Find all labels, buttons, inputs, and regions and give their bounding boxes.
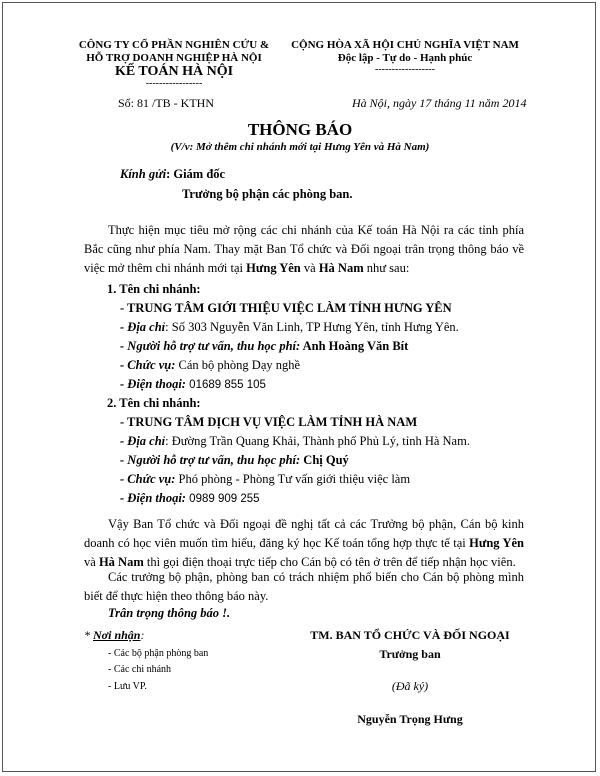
branch-1-phone-value: 01689 855 105 [185,379,266,391]
branch-1-contact-label: - Người hỗ trợ tư vấn, thu học phí: [120,339,301,353]
branch-1-phone [120,377,266,392]
recipients-prefix: * [84,628,93,642]
greeting-recipient-1: : Giám đốc [166,167,226,181]
company-line-2: HỖ TRỢ DOANH NGHIỆP HÀ NỘI [86,52,262,64]
branch-1-address [120,320,459,335]
intro-ha-nam: Hà Nam [318,261,364,275]
closing-text-2: thì gọi điện thoại trực tiếp cho Cán bộ có tên ở trên để tiếp nhận học viên. [143,555,516,569]
branch-2-contact-value: Chị Quý [300,453,349,467]
document-number: Số: 81 /TB - KTHN [118,96,214,110]
recipients-heading: * Nơi nhận: [84,628,145,642]
branch-2-heading: 2. Tên chi nhánh: [107,396,201,410]
closing-ha-nam: Hà Nam [98,555,144,569]
document-title: THÔNG BÁO [247,120,353,139]
recipient-item: - Lưu VP. [108,681,147,692]
branch-2-name: - TRUNG TÂM DỊCH VỤ VIỆC LÀM TỈNH HÀ NAM [120,415,418,429]
recipient-item: - Các bộ phận phòng ban [108,648,209,659]
signature-organization: TM. BAN TỔ CHỨC VÀ ĐỐI NGOẠI [310,628,510,642]
branch-2-position-value: Phó phòng - Phòng Tư vấn giới thiệu việc làm [175,472,411,486]
branch-2-contact [120,453,349,468]
intro-text-1: Thực hiện mục tiêu mở rộng các chi nhánh của Kế toán Hà Nội ra các tỉnh phía Bắc cũng như phía Nam. Thay mặt Ban Tổ chức và Đối ngoại trân trọng thông báo về việc mở thêm chi nhánh mới tại [84,223,524,275]
intro-hung-yen: Hưng Yên [246,261,301,275]
branch-1-heading: 1. Tên chi nhánh: [107,282,201,296]
recipients-label: Nơi nhận [93,628,141,642]
branch-1-phone-label: - Điện thoại: [120,377,186,391]
national-motto: Độc lập - Tự do - Hạnh phúc [337,52,473,64]
intro-paragraph [84,221,524,278]
closing-paragraph-2: Các trưởng bộ phận, phòng ban có trách nhiệm phổ biến cho Cán bộ phòng mình biết để thực hiện theo thông báo này. [84,570,524,603]
greeting-label: Kính gửi [120,167,167,181]
signature-role: Trưởng ban [379,647,441,661]
regards-line: Trân trọng thông báo !. [108,606,231,620]
branch-2-address [120,434,470,449]
branch-2-position [120,472,410,487]
recipient-item: - Các chi nhánh [108,664,172,675]
country-name: CỘNG HÒA XÃ HỘI CHỦ NGHĨA VIỆT NAM [291,39,519,51]
branch-2-contact-label: - Người hỗ trợ tư vấn, thu học phí: [120,453,301,467]
intro-text-2: như sau: [363,261,410,275]
branch-2-phone-value: 0989 909 255 [185,493,260,505]
branch-1-contact-value: Anh Hoàng Văn Bít [300,339,409,353]
closing-text-1: Vậy Ban Tổ chức và Đối ngoại đề nghị tất cả các Trưởng bộ phận, Cán bộ kinh doanh có học viên muốn tìm hiểu, đăng ký học Kế toán tổng hợp thực tế tại [84,517,524,550]
branch-2-address-value: : Đường Trần Quang Khải, Thành phố Phủ Lý, tỉnh Hà Nam. [165,434,470,448]
greeting-line [120,167,225,182]
branch-1-position-value: Cán bộ phòng Dạy nghề [175,358,301,372]
branch-1-position [120,358,300,373]
signature-status: (Đã ký) [391,679,429,693]
closing-paragraph-1 [84,515,524,572]
branch-2-position-label: - Chức vụ: [120,472,176,486]
branch-2-address-label: - Địa chỉ [120,434,166,448]
branch-2-phone [120,491,260,506]
left-header-divider: ----------------- [145,78,203,89]
branch-2-phone-label: - Điện thoại: [120,491,186,505]
branch-1-position-label: - Chức vụ: [120,358,176,372]
document-subject: (V/v: Mở thêm chi nhánh mới tại Hưng Yên và Hà Nam) [170,141,430,153]
branch-1-name: - TRUNG TÂM GIỚI THIỆU VIỆC LÀM TỈNH HƯNG YÊN [120,301,452,315]
branch-1-address-label: - Địa chỉ [120,320,166,334]
closing-and: và [84,555,99,569]
signatory-name: Nguyễn Trọng Hưng [357,712,463,726]
document-date: Hà Nội, ngày 17 tháng 11 năm 2014 [352,96,527,110]
branch-1-contact [120,339,408,354]
closing-hung-yen: Hưng Yên [469,536,524,550]
greeting-recipient-2: Trưởng bộ phận các phòng ban. [182,187,353,201]
intro-and: và [300,261,319,275]
right-header-divider: ------------------ [375,64,435,75]
branch-1-address-value: : Số 303 Nguyễn Văn Linh, TP Hưng Yên, tỉnh Hưng Yên. [165,320,459,334]
company-line-1: CÔNG TY CỔ PHẦN NGHIÊN CỨU & [78,39,270,51]
company-name: KẾ TOÁN HÀ NỘI [114,64,234,79]
